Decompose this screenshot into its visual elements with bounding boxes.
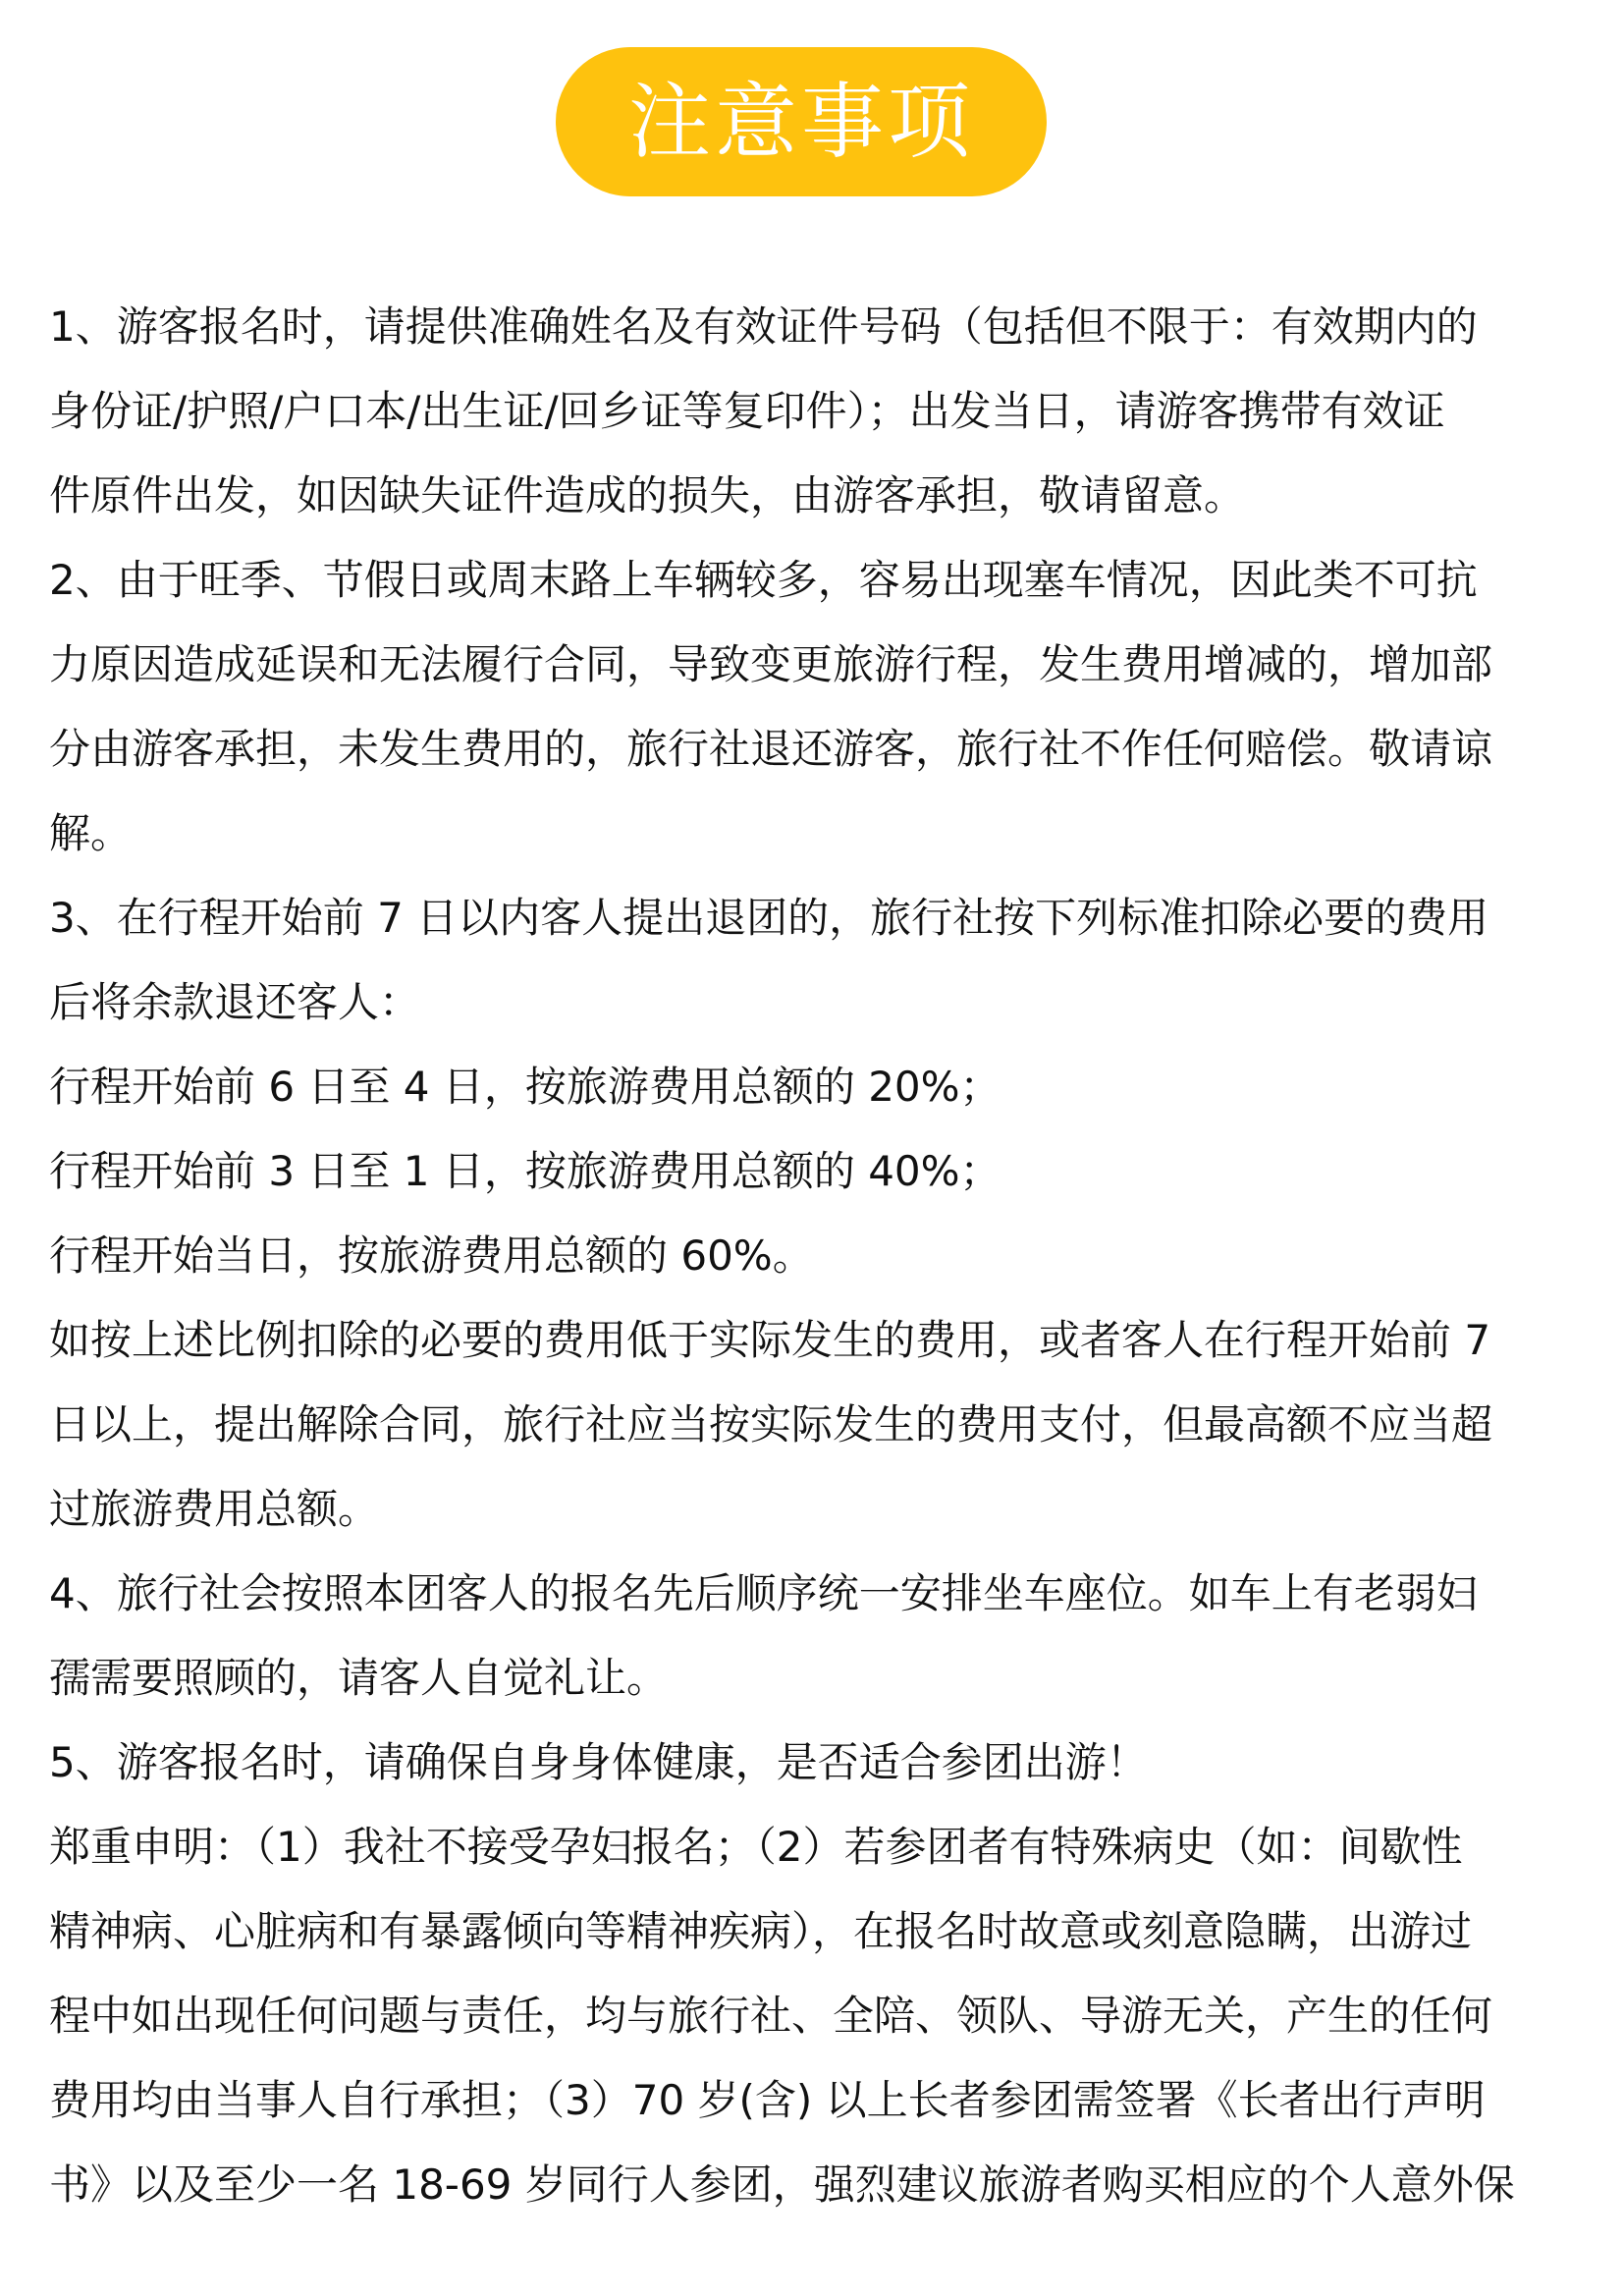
text-line: 后将余款退还客人： xyxy=(49,978,421,1026)
text-line: 行程开始前 6 日至 4 日，按旅游费用总额的 20%； xyxy=(49,1063,1001,1111)
text-line: 精神病、心脏病和有暴露倾向等精神疾病），在报名时故意或刻意隐瞒，出游过 xyxy=(49,1907,1473,1955)
text-line: 4、旅行社会按照本团客人的报名先后顺序统一安排坐车座位。如车上有老弱妇 xyxy=(49,1569,1478,1617)
text-line: 郑重申明：（1）我社不接受孕妇报名；（2）若参团者有特殊病史（如：间歇性 xyxy=(49,1823,1463,1871)
text-line: 书》以及至少一名 18-69 岁同行人参团，强烈建议旅游者购买相应的个人意外保 xyxy=(49,2160,1515,2209)
text-line: 解。 xyxy=(49,809,133,857)
text-line: 件原件出发，如因缺失证件造成的损失，由游客承担，敬请留意。 xyxy=(49,471,1246,519)
text-line: 2、由于旺季、节假日或周末路上车辆较多，容易出现塞车情况，因此类不可抗 xyxy=(49,556,1478,604)
text-line: 日以上，提出解除合同，旅行社应当按实际发生的费用支付，但最高额不应当超 xyxy=(49,1400,1493,1449)
text-line: 身份证/护照/户口本/出生证/回乡证等复印件）；出发当日，请游客携带有效证 xyxy=(49,387,1445,435)
text-line: 行程开始当日，按旅游费用总额的 60%。 xyxy=(49,1231,814,1280)
text-line: 如按上述比例扣除的必要的费用低于实际发生的费用，或者客人在行程开始前 7 xyxy=(49,1316,1491,1364)
text-line: 行程开始前 3 日至 1 日，按旅游费用总额的 40%； xyxy=(49,1147,1001,1195)
text-line: 3、在行程开始前 7 日以内客人提出退团的，旅行社按下列标准扣除必要的费用 xyxy=(49,894,1489,942)
text-line: 过旅游费用总额。 xyxy=(49,1485,380,1533)
page-title: 注意事项 xyxy=(627,74,974,170)
text-line: 程中如出现任何问题与责任，均与旅行社、全陪、领队、导游无关，产生的任何 xyxy=(49,1992,1493,2040)
text-line: 费用均由当事人自行承担；（3）70 岁(含) 以上长者参团需签署《长者出行声明 xyxy=(49,2076,1486,2124)
notice-body xyxy=(49,285,1579,2227)
text-line: 1、游客报名时，请提供准确姓名及有效证件号码（包括但不限于：有效期内的 xyxy=(49,302,1478,351)
text-line: 孺需要照顾的，请客人自觉礼让。 xyxy=(49,1654,669,1702)
text-line: 分由游客承担，未发生费用的，旅行社退还游客，旅行社不作任何赔偿。敬请谅 xyxy=(49,725,1493,773)
text-line: 5、游客报名时，请确保自身身体健康，是否适合参团出游！ xyxy=(49,1738,1148,1786)
title-banner xyxy=(556,47,1047,196)
text-line: 力原因造成延误和无法履行合同，导致变更旅游行程，发生费用增减的，增加部 xyxy=(49,640,1493,688)
